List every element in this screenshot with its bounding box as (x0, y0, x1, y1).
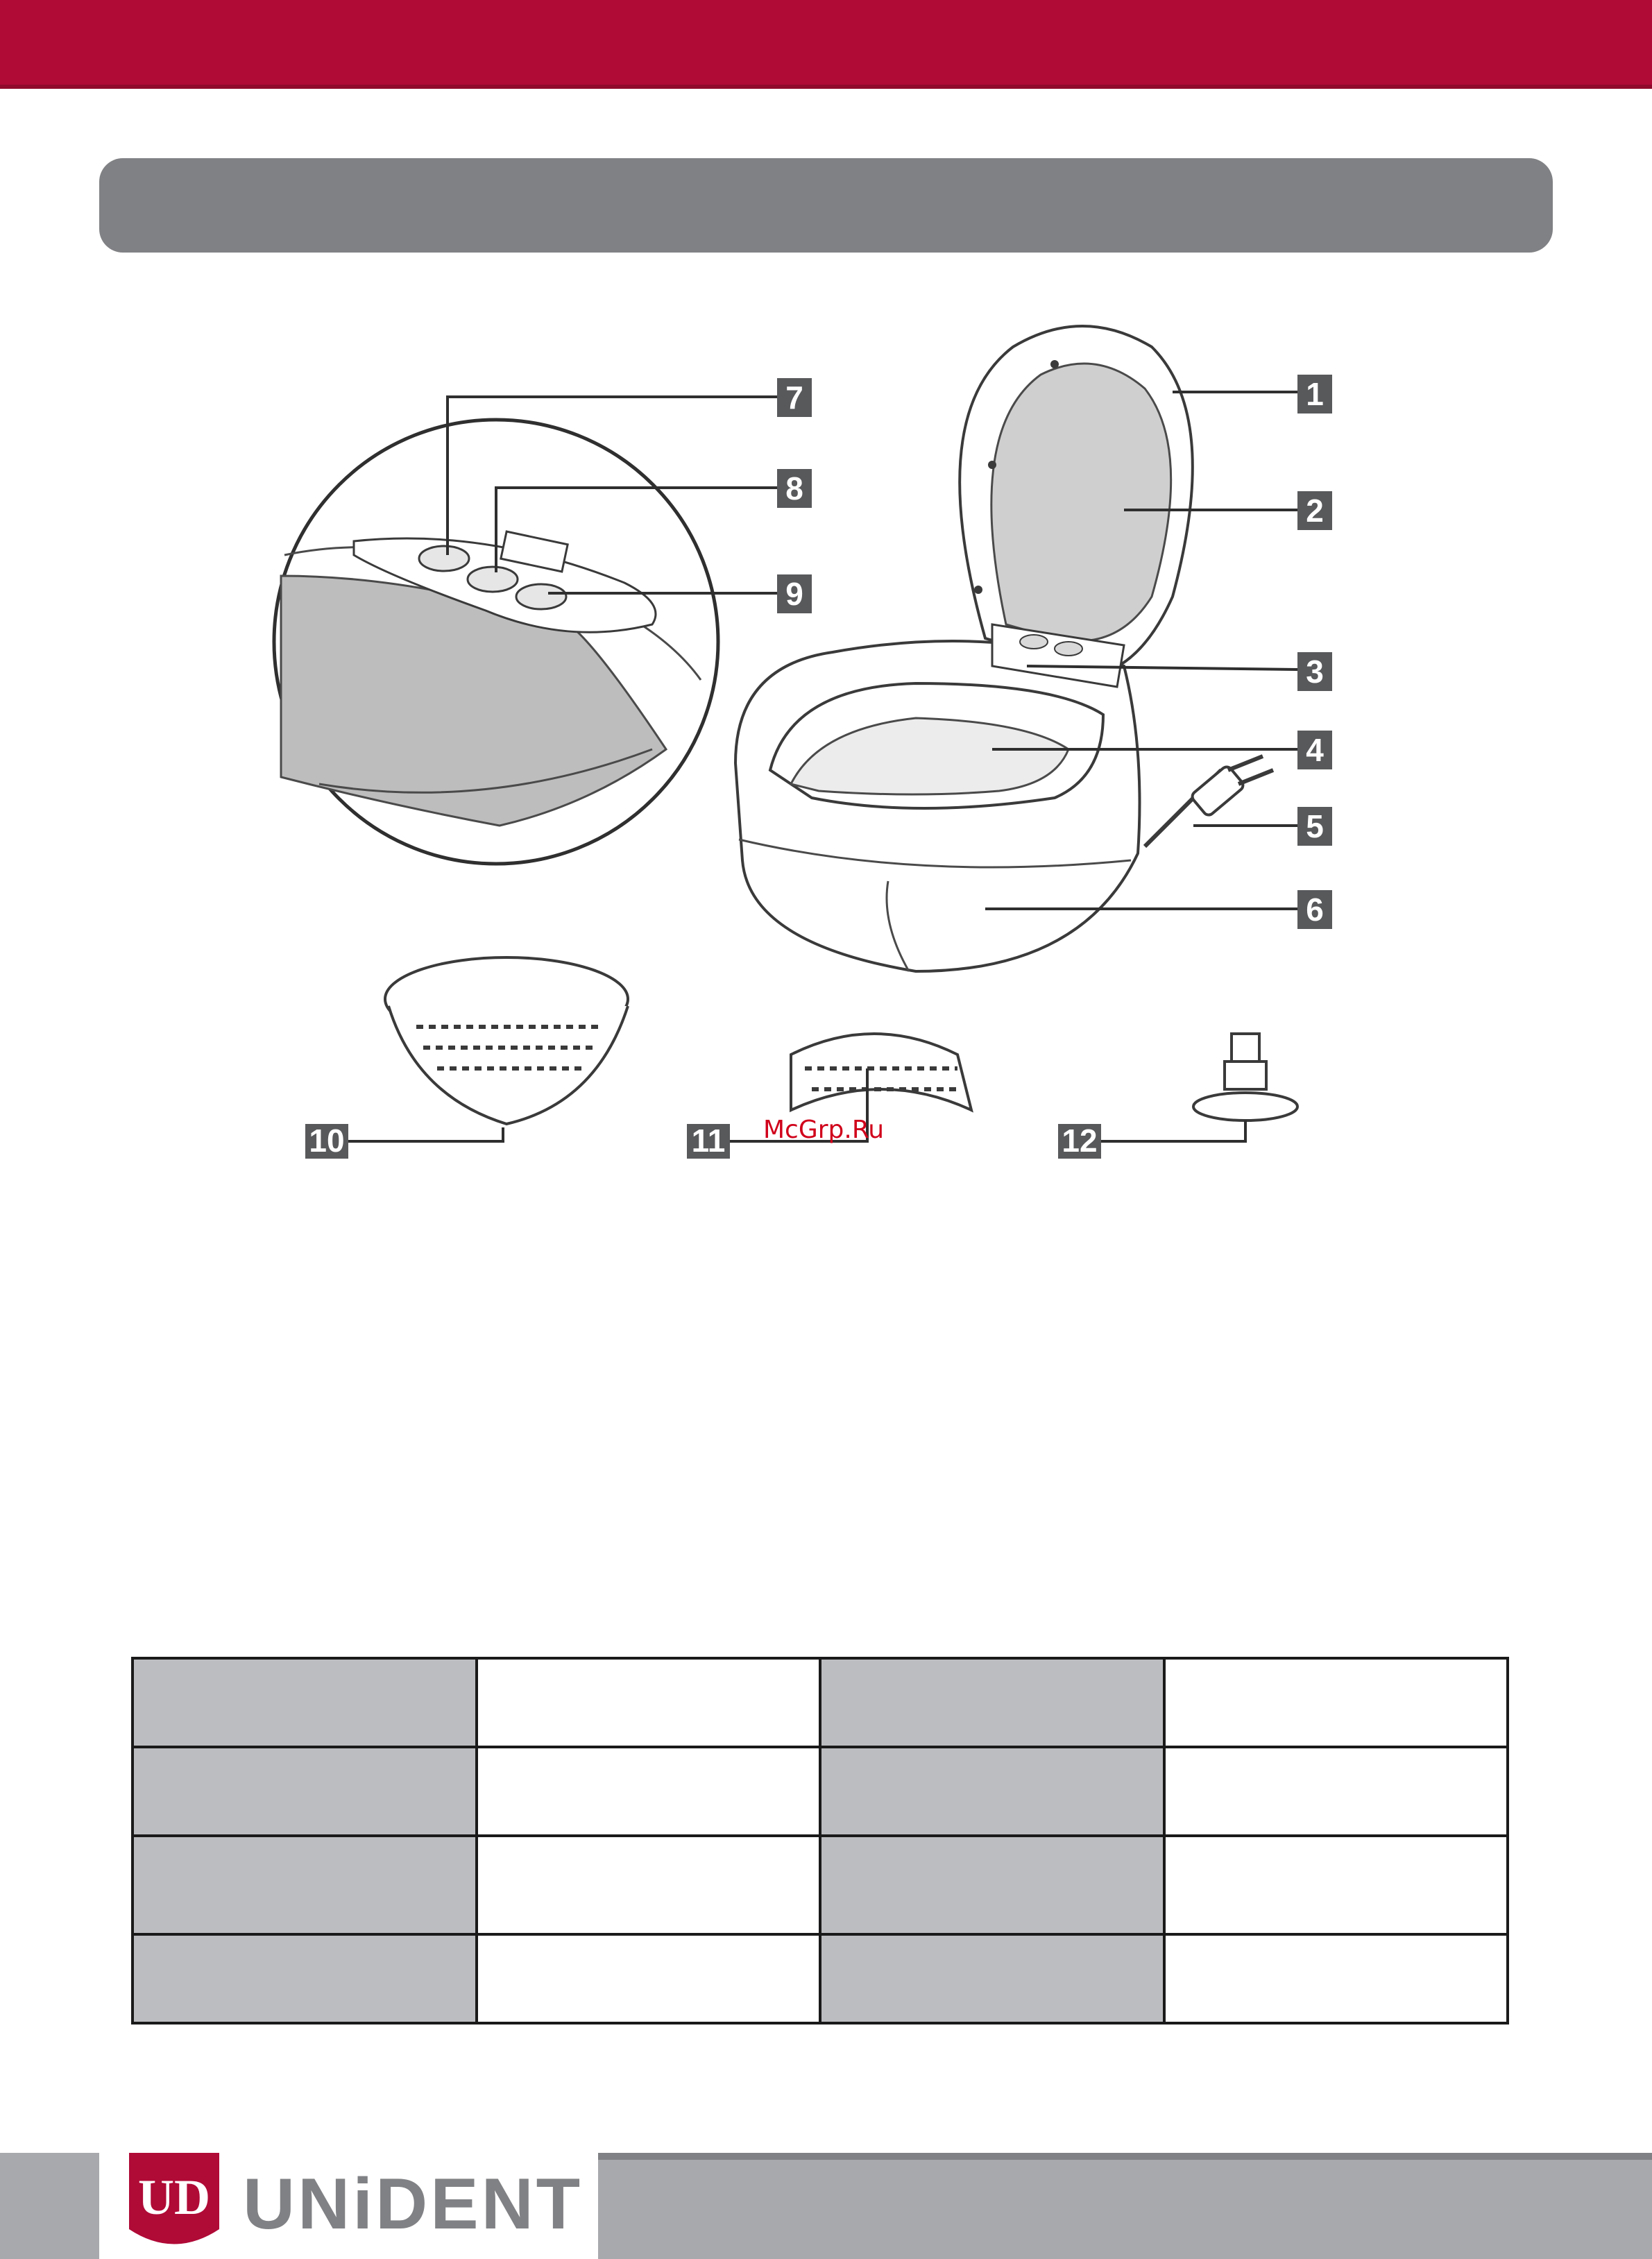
table-cell-value (1164, 1836, 1508, 1934)
callout-11 (687, 1123, 730, 1159)
svg-text:7: 7 (785, 380, 803, 416)
table-cell-value (1164, 1934, 1508, 2023)
table-cell-label (820, 1658, 1164, 1747)
svg-text:8: 8 (785, 470, 803, 506)
table-row (133, 1747, 1508, 1836)
svg-text:11: 11 (691, 1123, 726, 1159)
callout-6 (1297, 890, 1332, 929)
table-cell-value (477, 1836, 821, 1934)
callout-7 (777, 378, 812, 417)
watermark: McGrp.Ru (763, 1116, 885, 1144)
table-cell-label (133, 1747, 477, 1836)
svg-text:UD: UD (138, 2170, 210, 2225)
power-plug (1190, 765, 1245, 817)
holder-accessory (791, 1034, 971, 1110)
svg-text:9: 9 (785, 576, 803, 612)
table-cell-value (477, 1658, 821, 1747)
callout-1 (1297, 375, 1332, 414)
button-8 (468, 567, 518, 592)
callout-2 (1297, 491, 1332, 530)
svg-text:2: 2 (1306, 493, 1324, 529)
callout-3 (1297, 652, 1332, 691)
svg-text:10: 10 (309, 1123, 345, 1159)
svg-text:5: 5 (1306, 808, 1324, 844)
table-cell-value (1164, 1747, 1508, 1836)
svg-text:12: 12 (1062, 1123, 1098, 1159)
button-9 (516, 584, 566, 609)
basket-accessory (385, 957, 628, 1124)
callout-8 (777, 469, 812, 508)
table-cell-label (820, 1934, 1164, 2023)
table-cell-value (1164, 1658, 1508, 1747)
table-cell-label (133, 1934, 477, 2023)
brand-name: UNiDENT (243, 2164, 584, 2244)
svg-text:3: 3 (1306, 654, 1324, 690)
callout-9 (777, 574, 812, 613)
table-cell-label (820, 1836, 1164, 1934)
callout-4 (1297, 731, 1332, 769)
callout-10 (305, 1123, 348, 1159)
stand-accessory (1193, 1034, 1297, 1120)
table-cell-label (133, 1658, 477, 1747)
cleaner-unit (735, 326, 1273, 971)
table-cell-value (477, 1747, 821, 1836)
callout-5 (1297, 807, 1332, 846)
svg-text:6: 6 (1306, 892, 1324, 928)
callout-12 (1058, 1123, 1101, 1159)
spec-table (131, 1657, 1509, 2024)
table-cell-label (820, 1747, 1164, 1836)
svg-text:4: 4 (1306, 732, 1324, 768)
unident-logo-icon (129, 2153, 219, 2259)
svg-text:1: 1 (1306, 376, 1324, 412)
table-cell-label (133, 1836, 477, 1934)
footer-band-left (0, 2153, 99, 2259)
footer-band-right (598, 2153, 1652, 2259)
button-7 (419, 546, 469, 571)
table-cell-value (477, 1934, 821, 2023)
table-row (133, 1836, 1508, 1934)
table-row (133, 1934, 1508, 2023)
table-row (133, 1658, 1508, 1747)
